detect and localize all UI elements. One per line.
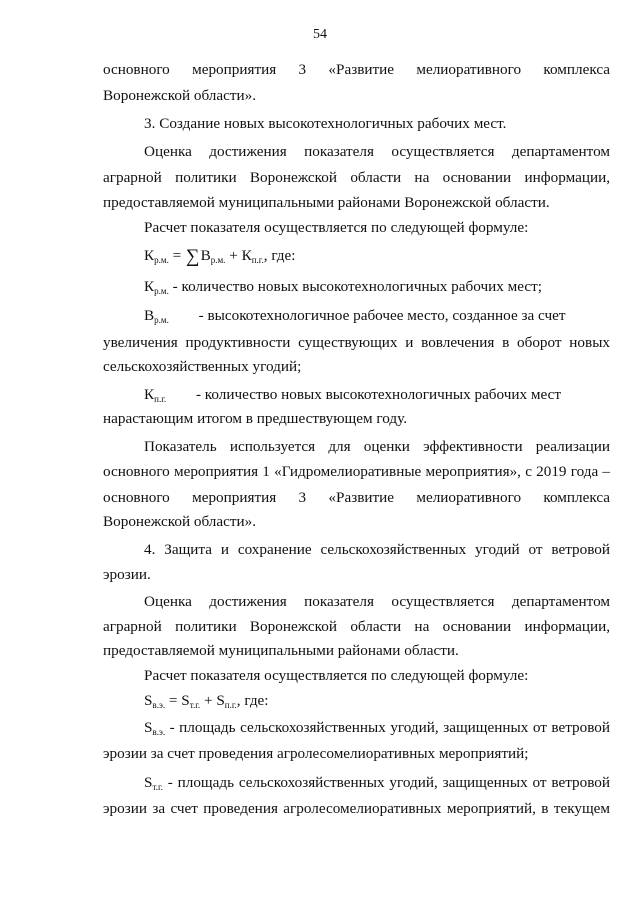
text-line: предоставляемой муниципальными районами Воронежской области. — [103, 194, 550, 211]
text-line: нарастающим итогом в предшествующем году. — [103, 410, 407, 427]
text-line: аграрной политики Воронежской области на основании информации, — [103, 618, 610, 635]
definition-s-tg: $S_{т.г.}$ - площадь сельскохозяйственных угодий, защищенных от ветровой — [144, 774, 610, 792]
text-line: Показатель используется для оценки эффективности реализации — [144, 438, 610, 455]
definition-s-ve: $S_{в.э.}$ - площадь сельскохозяйственных угодий, защищенных от ветровой — [144, 719, 610, 737]
text-line: 3. Создание новых высокотехнологичных рабочих мест. — [144, 115, 507, 132]
text-line: Воронежской области». — [103, 87, 257, 104]
text-line: основного мероприятия 3 «Развитие мелиоративного комплекса — [103, 489, 610, 506]
definition-k-rm: $К_{р.м.}$ - количество новых высокотехнологичных рабочих мест; — [144, 278, 542, 296]
text-line: основного мероприятия 1 «Гидромелиоративные мероприятия», с 2019 года – — [103, 463, 610, 480]
text-line: основного мероприятия 3 «Развитие мелиоративного комплекса — [103, 61, 610, 78]
text-line: Оценка достижения показателя осуществляется департаментом — [144, 143, 610, 160]
formula-2: $S_{в.э.} = S_{т.г.} + S_{п.г.}$, где: — [144, 692, 269, 710]
text-line: эрозии. — [103, 566, 151, 583]
definition-b-rm: $В_{р.м.}$ - высокотехнологичное рабочее место, созданное за счет — [144, 307, 566, 325]
page-number: 54 — [313, 27, 327, 42]
text-line: Воронежской области». — [103, 513, 257, 530]
formula-1: $К_{р.м.} = \sum В_{р.м.} + К_{п.г.}$, где: — [144, 246, 296, 267]
text-line: эрозии за счет проведения агролесомелиоративных мероприятий; — [103, 745, 529, 762]
text-line: предоставляемой муниципальными районами области. — [103, 642, 459, 659]
text-line: Расчет показателя осуществляется по следующей формуле: — [144, 667, 529, 684]
text-line: аграрной политики Воронежской области на основании информации, — [103, 169, 610, 186]
text-line: 4. Защита и сохранение сельскохозяйственных угодий от ветровой — [144, 541, 610, 558]
text-line: Расчет показателя осуществляется по следующей формуле: — [144, 219, 529, 236]
definition-k-pg: $К_{п.г.}$ - количество новых высокотехнологичных рабочих мест — [144, 386, 561, 404]
text-line: сельскохозяйственных угодий; — [103, 358, 302, 375]
text-line: эрозии за счет проведения агролесомелиоративных мероприятий, в текущем — [103, 800, 610, 817]
text-line: Оценка достижения показателя осуществляется департаментом — [144, 593, 610, 610]
text-line: увеличения продуктивности существующих и вовлечения в оборот новых — [103, 334, 610, 351]
